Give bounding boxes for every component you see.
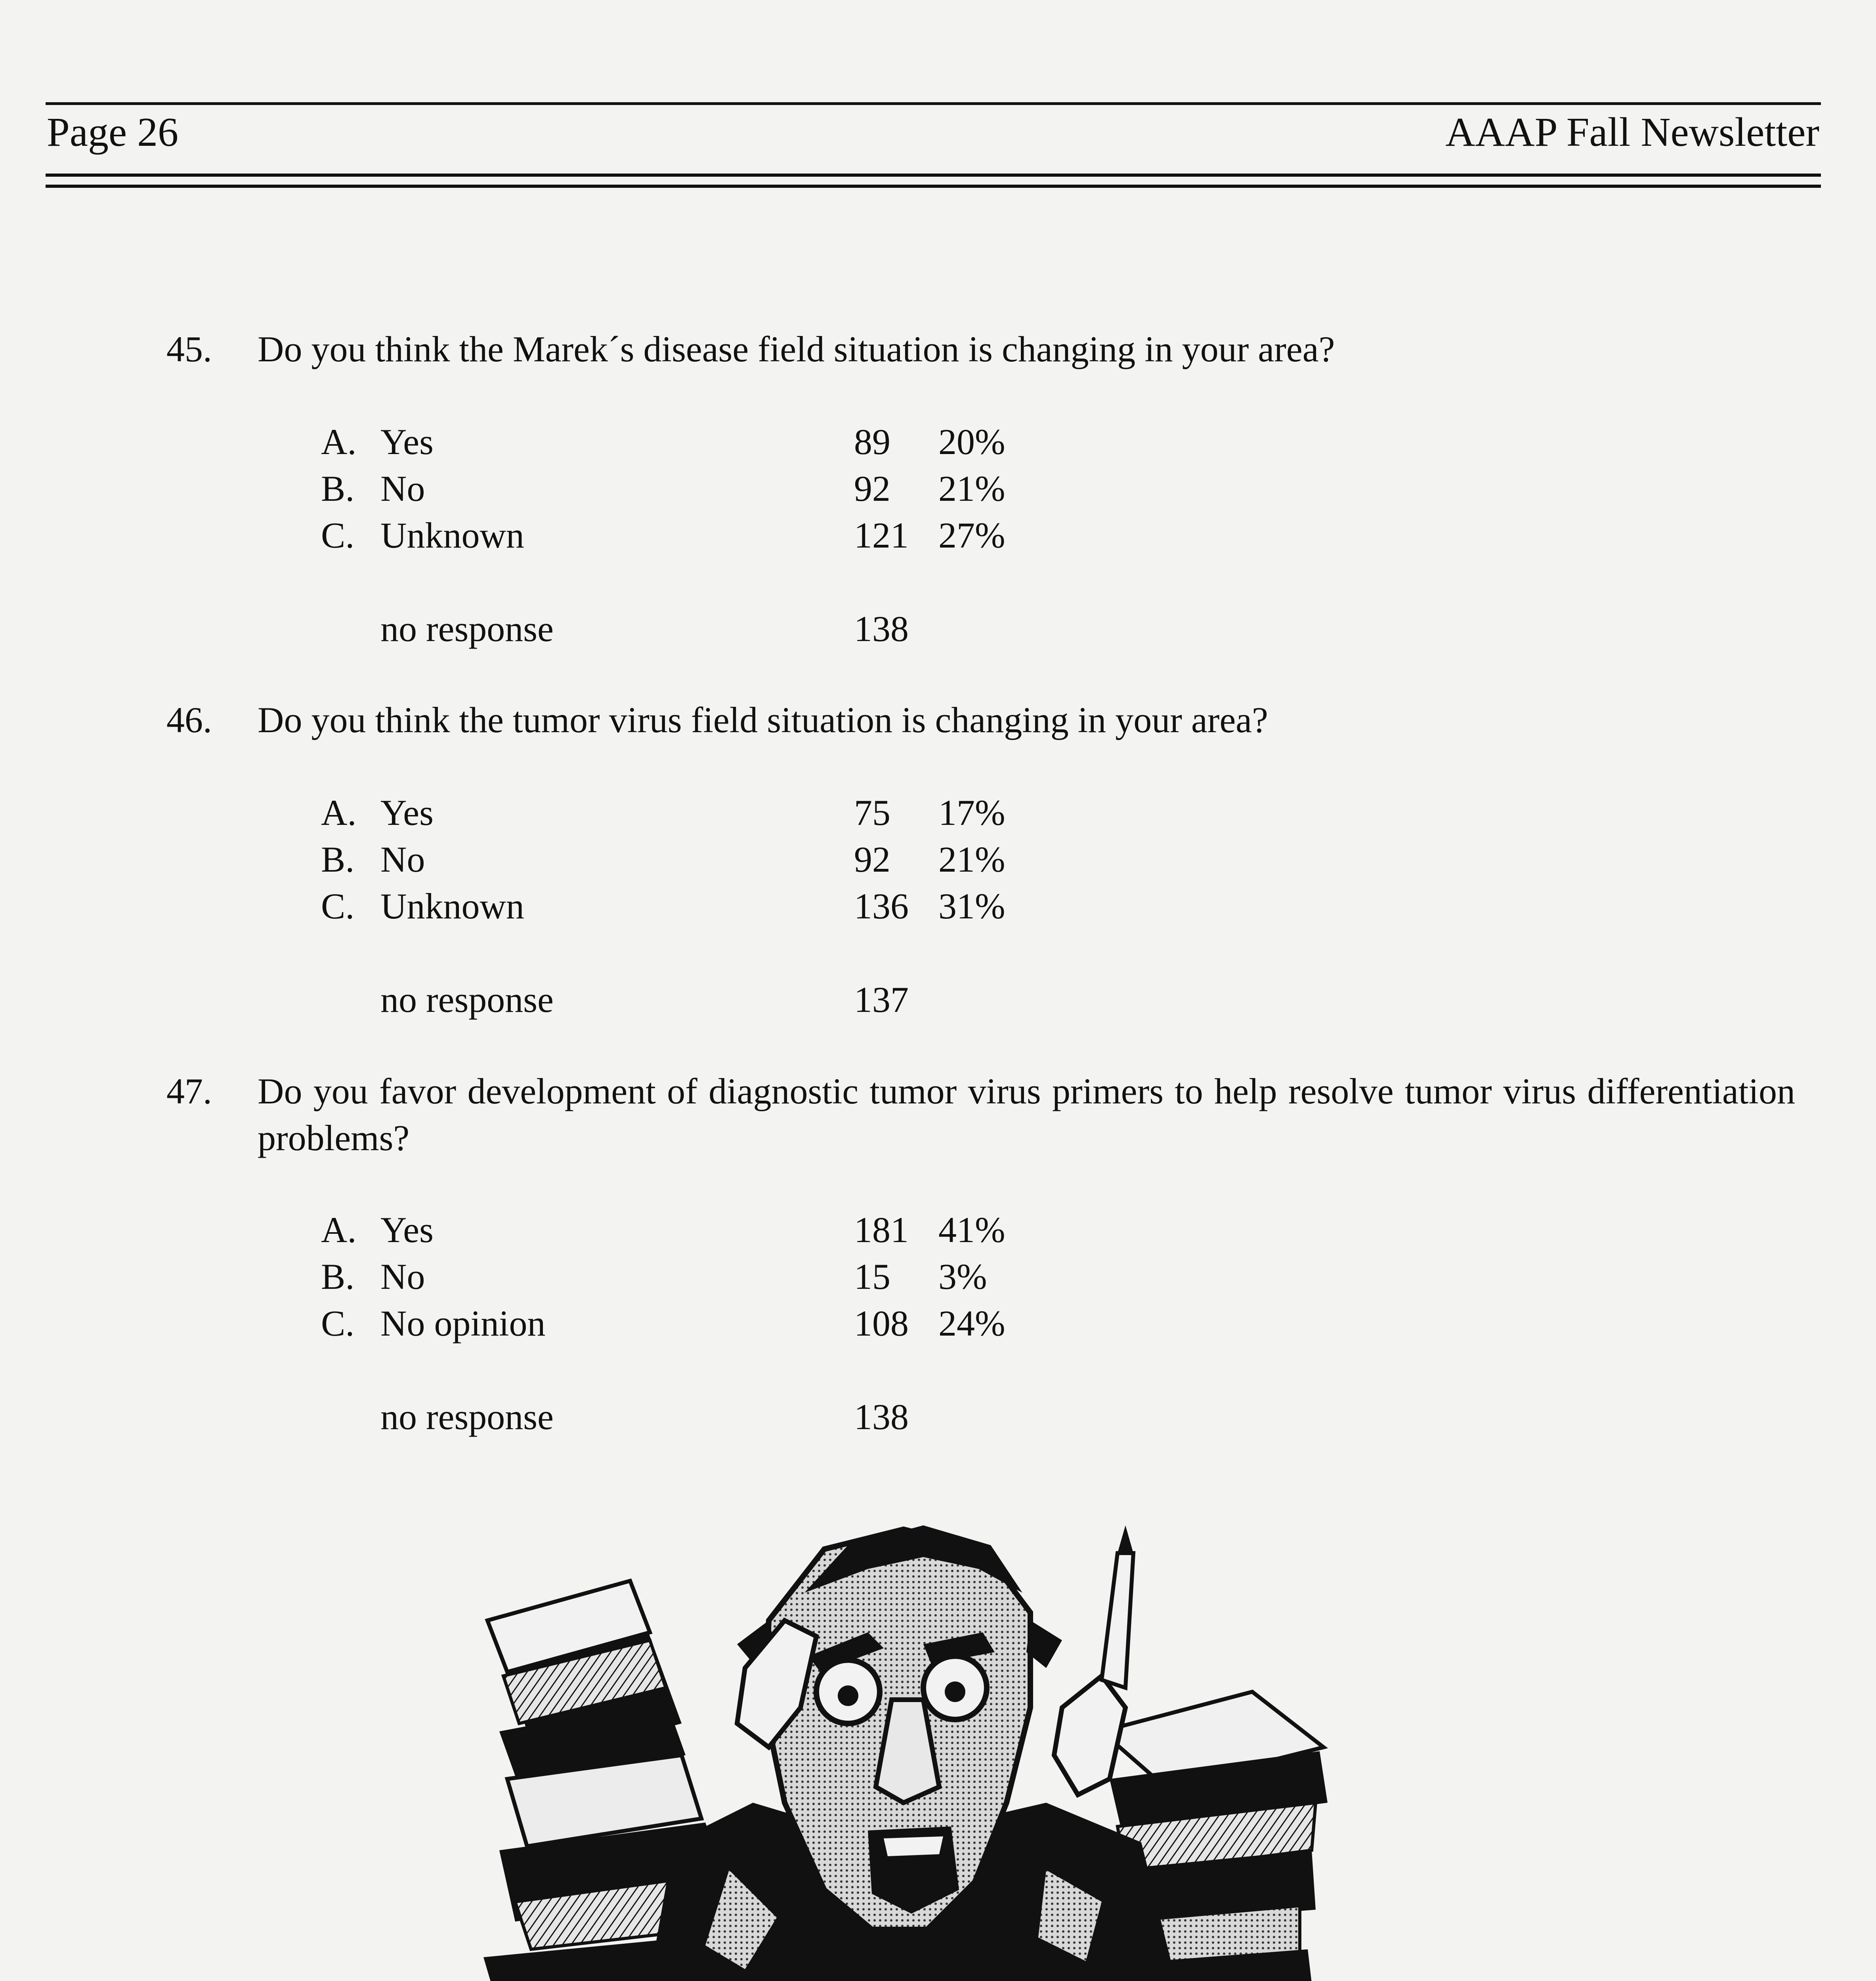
no-response-label: no response	[380, 979, 554, 1020]
answer-label: Unknown	[380, 515, 524, 555]
answer-count: 89	[854, 422, 890, 462]
answer-count: 181	[854, 1210, 909, 1250]
answer-count: 15	[854, 1256, 890, 1297]
page-number: Page 26	[47, 109, 179, 155]
no-response-count: 138	[854, 1397, 909, 1437]
answer-count: 75	[854, 792, 890, 833]
answer-percent: 17%	[938, 792, 1005, 833]
answer-letter: A.	[321, 792, 357, 833]
answer-percent: 20%	[938, 422, 1005, 462]
question-46	[166, 697, 1791, 1053]
answer-letter: A.	[321, 1210, 357, 1250]
question-47	[166, 1068, 1795, 1464]
answer-percent: 31%	[938, 886, 1005, 926]
no-response-row	[166, 1393, 1118, 1440]
answer-row	[166, 883, 1118, 929]
answer-label: No opinion	[380, 1303, 546, 1344]
answer-count: 92	[854, 839, 890, 880]
newsletter-title: AAAP Fall Newsletter	[1445, 109, 1819, 155]
answer-percent: 21%	[938, 468, 1005, 509]
answer-percent: 3%	[938, 1256, 987, 1297]
answer-letter: C.	[321, 886, 355, 926]
answer-label: No	[380, 1256, 425, 1297]
question-text: Do you think the tumor virus field situation is changing in your area?	[258, 700, 1268, 740]
answer-letter: C.	[321, 1303, 355, 1344]
answer-row	[166, 1206, 1118, 1253]
question-45	[166, 326, 1791, 682]
answer-letter: B.	[321, 468, 355, 509]
answer-label: Yes	[380, 792, 434, 833]
answer-percent: 24%	[938, 1303, 1005, 1344]
header-top-rule	[46, 102, 1821, 105]
answer-count: 108	[854, 1303, 909, 1344]
answer-row	[166, 512, 1118, 559]
question-number: 46.	[166, 700, 212, 740]
answer-letter: B.	[321, 1256, 355, 1297]
answer-row	[166, 418, 1118, 465]
question-number: 47.	[166, 1071, 212, 1111]
answer-label: No	[380, 468, 425, 509]
answer-percent: 27%	[938, 515, 1005, 555]
answer-letter: B.	[321, 839, 355, 880]
no-response-row	[166, 605, 1118, 652]
answer-row	[166, 789, 1118, 836]
answer-label: No	[380, 839, 425, 880]
right-hand	[1054, 1676, 1125, 1795]
question-text: Do you think the Marek´s disease field situation is changing in your area?	[258, 329, 1335, 369]
no-response-row	[166, 976, 1118, 1023]
answer-label: Yes	[380, 422, 434, 462]
no-response-label: no response	[380, 1397, 554, 1437]
header-rule-upper	[46, 174, 1821, 177]
answer-percent: 21%	[938, 839, 1005, 880]
answer-count: 121	[854, 515, 909, 555]
answer-label: Yes	[380, 1210, 434, 1250]
answer-letter: A.	[321, 422, 357, 462]
answer-count: 136	[854, 886, 909, 926]
question-text: Do you favor development of diagnostic tumor virus primers to help resolve tumor virus differentiation problems?	[258, 1071, 1795, 1158]
answer-row	[166, 465, 1118, 512]
no-response-count: 137	[854, 979, 909, 1020]
answer-letter: C.	[321, 515, 355, 555]
header-rule-lower	[46, 185, 1821, 188]
pencil	[1102, 1553, 1133, 1688]
answer-label: Unknown	[380, 886, 524, 926]
answer-count: 92	[854, 468, 890, 509]
question-number: 45.	[166, 329, 212, 369]
no-response-count: 138	[854, 609, 909, 649]
no-response-label: no response	[380, 609, 554, 649]
answer-percent: 41%	[938, 1210, 1005, 1250]
stressed-man-illustration	[428, 1502, 1371, 1981]
answer-row	[166, 836, 1118, 883]
answer-row	[166, 1253, 1118, 1300]
answer-row	[166, 1300, 1118, 1347]
